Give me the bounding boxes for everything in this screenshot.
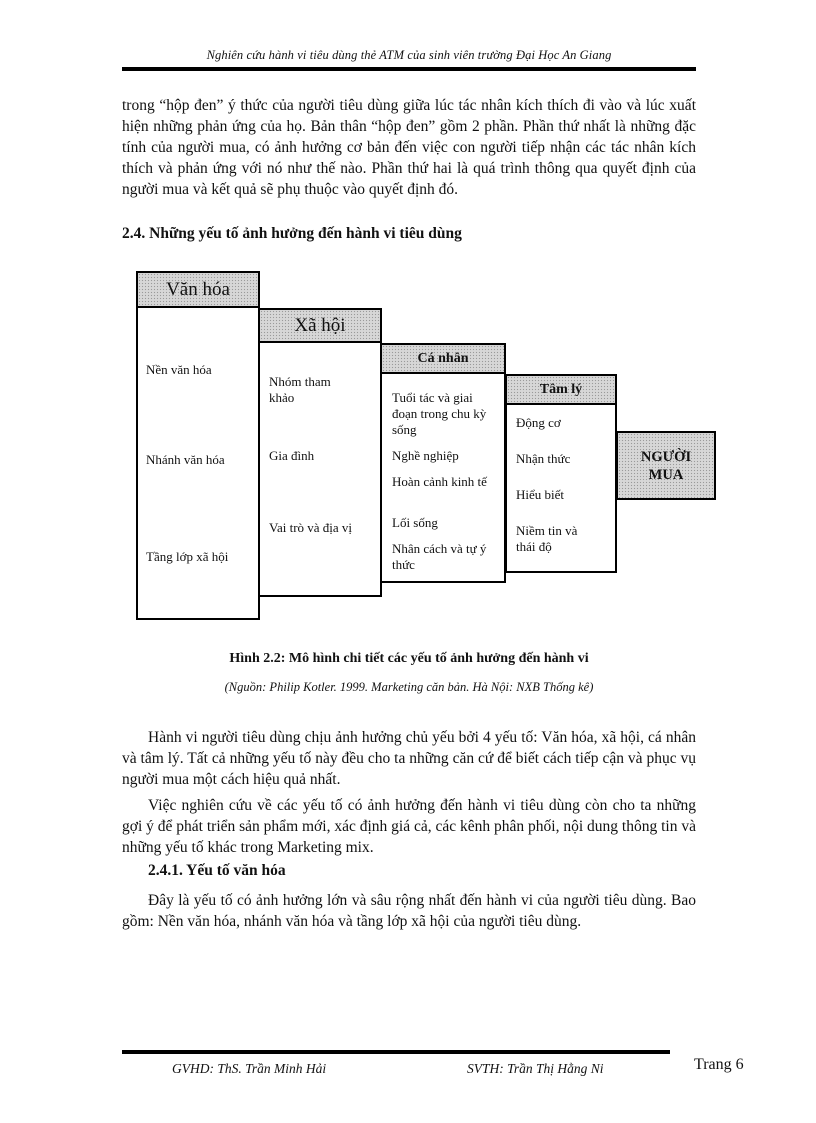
culture-item: Nhánh văn hóa (146, 452, 225, 467)
psychological-item: Động cơ (516, 415, 561, 430)
personal-header: Cá nhân (380, 343, 506, 374)
section-heading-2-4: 2.4. Những yếu tố ảnh hưởng đến hành vi tiêu dùng (122, 225, 462, 242)
psychological-header: Tâm lý (505, 374, 617, 405)
personal-item: Lối sống (392, 515, 438, 530)
culture-item: Nền văn hóa (146, 362, 212, 377)
psychological-item: Nhận thức (516, 451, 571, 466)
paragraph-intro: trong “hộp đen” ý thức của người tiêu dùng giữa lúc tác nhân kích thích đi vào và lúc xuất hiện những phản ứng của họ. Bản thân “hộp đen” gồm 2 phần. Phần thứ nhất là những đặc tính của người mua, có ảnh hưởng cơ bản đến việc con người tiếp nhận các tác nhân kích thích và phản ứng với nó như thế nào. Phần thứ hai là quá trình thông qua quyết định của người mua và kết quả sẽ phụ thuộc vào quyết định đó. (122, 97, 696, 198)
section-heading-2-4-1: 2.4.1. Yếu tố văn hóa (148, 862, 286, 879)
social-item: Gia đình (269, 448, 315, 463)
paragraph-research: Việc nghiên cứu về các yếu tố có ảnh hưởng đến hành vi tiêu dùng còn cho ta những gợi ý để phát triển sản phẩm mới, xác định giá cả, các kênh phân phối, nội dung thông tin và những yếu tố khác trong Marketing mix. (122, 797, 696, 856)
footer-rule (122, 1050, 670, 1054)
buyer-label: NGƯỜI MUA (640, 448, 692, 483)
personal-item: Nhân cách và tự ý thức (392, 541, 487, 572)
social-item: Vai trò và địa vị (269, 520, 353, 535)
social-header: Xã hội (258, 308, 382, 343)
personal-item: Nghề nghiệp (392, 448, 459, 463)
figure-source: (Nguồn: Philip Kotler. 1999. Marketing căn bản. Hà Nội: NXB Thống kê) (224, 680, 594, 694)
social-item: Nhóm tham khảo (269, 374, 331, 405)
psychological-item: Hiểu biết (516, 487, 565, 502)
page-number: Trang 6 (694, 1056, 744, 1073)
figure-caption: Hình 2.2: Mô hình chi tiết các yếu tố ảnh hưởng đến hành vi (229, 651, 589, 666)
footer-student: SVTH: Trần Thị Hằng Ni (467, 1061, 604, 1076)
paragraph-four-factors: Hành vi người tiêu dùng chịu ảnh hưởng chủ yếu bởi 4 yếu tố: Văn hóa, xã hội, cá nhân và tâm lý. Tất cả những yếu tố này đều cho ta những căn cứ để biết cách tiếp cận và phục vụ người mua một cách hiệu quả nhất. (122, 729, 696, 788)
culture-item: Tầng lớp xã hội (146, 549, 229, 564)
footer-advisor: GVHD: ThS. Trần Minh Hải (172, 1061, 327, 1076)
psychological-item: Niềm tin và thái độ (516, 523, 578, 554)
paragraph-culture: Đây là yếu tố có ảnh hưởng lớn và sâu rộng nhất đến hành vi của người tiêu dùng. Bao gồm: Nền văn hóa, nhánh văn hóa và tầng lớp xã hội của người tiêu dùng. (122, 892, 696, 930)
personal-item: Tuổi tác và giai đoạn trong chu kỳ sống (392, 390, 487, 437)
running-header: Nghiên cứu hành vi tiêu dùng thẻ ATM của sinh viên trường Đại Học An Giang (206, 48, 612, 62)
buyer-box (616, 431, 716, 500)
culture-header: Văn hóa (136, 271, 260, 308)
personal-item: Hoàn cảnh kinh tế (392, 474, 487, 489)
